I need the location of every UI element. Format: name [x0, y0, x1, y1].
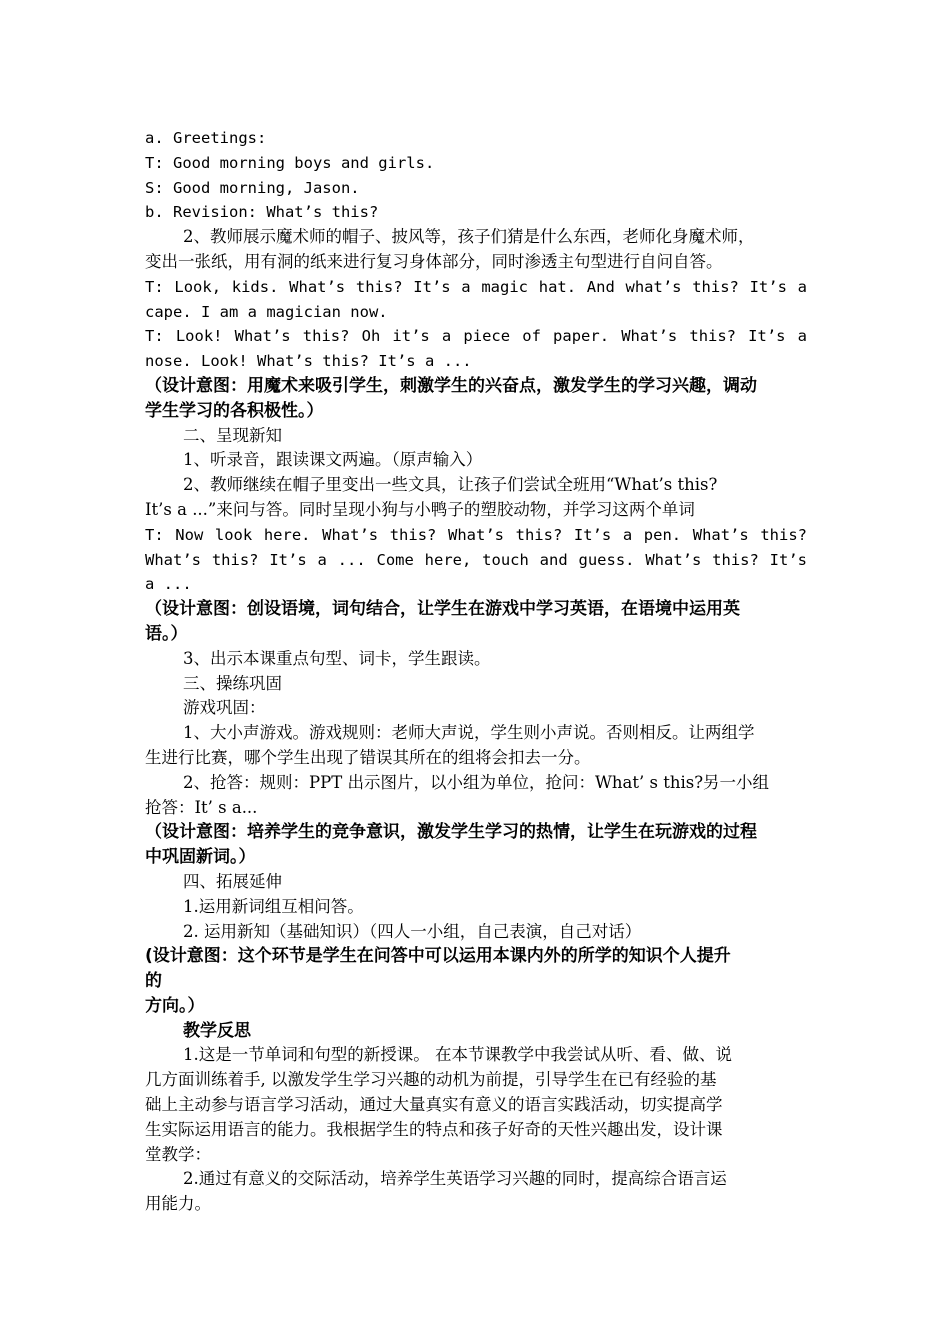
text-line: 1.运用新词组互相问答。 [183, 896, 364, 916]
text-line: 中巩固新词。） [145, 847, 256, 868]
text-line: 1.这是一节单词和句型的新授课。 在本节课教学中我尝试从听、看、做、说 [183, 1045, 732, 1065]
text-line: 2.通过有意义的交际活动，培养学生英语学习兴趣的同时，提高综合语言运 [183, 1169, 727, 1189]
text-line: What’s this? It’s a ... Come here, touch and guess. What’s this? It’s [145, 550, 807, 569]
text-line: 2. 运用新知（基础知识）（四人一小组，自己表演，自己对话） [183, 921, 642, 941]
text-line: 几方面训练着手, 以激发学生学习兴趣的动机为前提，引导学生在已有经验的基 [145, 1070, 717, 1090]
text-line: （设计意图：培养学生的竞争意识，激发学生学习的热情，让学生在玩游戏的过程 [145, 822, 757, 843]
text-line: S: Good morning, Jason. [145, 178, 360, 197]
text-line: 抢答：It’ s a... [145, 797, 258, 817]
text-line: b. Revision: What’s this? [145, 203, 379, 222]
document-body [145, 126, 807, 1217]
text-line: 堂教学： [145, 1144, 211, 1164]
text-line: 教学反思 [183, 1020, 251, 1041]
text-line: T: Look, kids. What’s this? It’s a magic hat. And what’s this? It’s a [145, 277, 807, 296]
text-line: 游戏巩固： [183, 698, 266, 718]
text-line: a ... [145, 575, 192, 594]
text-line: 四、拓展延伸 [183, 871, 282, 891]
text-line: T: Good morning boys and girls. [145, 153, 435, 172]
text-line: 2、抢答：规则：PPT 出示图片，以小组为单位，抢问：What’ s this?另一小组 [183, 772, 770, 792]
text-line: 语。） [145, 623, 188, 644]
text-line: 学生学习的各积极性。） [145, 400, 324, 421]
text-line: 2、教师展示魔术师的帽子、披风等，孩子们猜是什么东西，老师化身魔术师， [183, 227, 755, 247]
text-line: 用能力。 [145, 1194, 211, 1214]
text-line: T: Look! What’s this? Oh it’s a piece of paper. What’s this? It’s a [145, 327, 807, 346]
text-line: cape. I am a magician now. [145, 302, 388, 321]
text-line: 础上主动参与语言学习活动，通过大量真实有意义的语言实践活动，切实提高学 [145, 1095, 723, 1115]
text-line: （设计意图：创设语境，词句结合，让学生在游戏中学习英语，在语境中运用英 [145, 599, 740, 620]
text-line: nose. Look! What’s this? It’s a ... [145, 352, 472, 371]
text-line: 三、操练巩固 [183, 673, 282, 693]
text-line: 变出一张纸，用有洞的纸来进行复习身体部分，同时渗透主句型进行自问自答。 [145, 251, 723, 271]
text-line: 的 [145, 971, 162, 992]
text-line: a. Greetings: [145, 129, 267, 147]
text-line: 3、出示本课重点句型、词卡，学生跟读。 [183, 648, 491, 668]
text-line: 生实际运用语言的能力。我根据学生的特点和孩子好奇的天性兴趣出发，设计课 [145, 1119, 723, 1139]
text-line: It’s a ...”来问与答。同时呈现小狗与小鸭子的塑胶动物，并学习这两个单词 [145, 499, 695, 519]
text-line: 1、听录音，跟读课文两遍。（原声输入） [183, 450, 483, 470]
text-line: （设计意图：用魔术来吸引学生，刺激学生的兴奋点，激发学生的学习兴趣，调动 [145, 375, 757, 396]
text-line: 1、大小声游戏。游戏规则：老师大声说，学生则小声说。否则相反。让两组学 [183, 723, 755, 743]
text-line: T: Now look here. What’s this? What’s this? It’s a pen. What’s this? [145, 525, 807, 544]
text-line: 生进行比赛，哪个学生出现了错误其所在的组将会扣去一分。 [145, 747, 591, 767]
text-line: (设计意图：这个环节是学生在问答中可以运用本课内外的所学的知识个人提升 [145, 946, 731, 967]
text-line: 方向。） [145, 995, 205, 1016]
text-line: 2、教师继续在帽子里变出一些文具，让孩子们尝试全班用“What’s this? [183, 475, 718, 495]
text-line: 二、呈现新知 [183, 425, 282, 445]
